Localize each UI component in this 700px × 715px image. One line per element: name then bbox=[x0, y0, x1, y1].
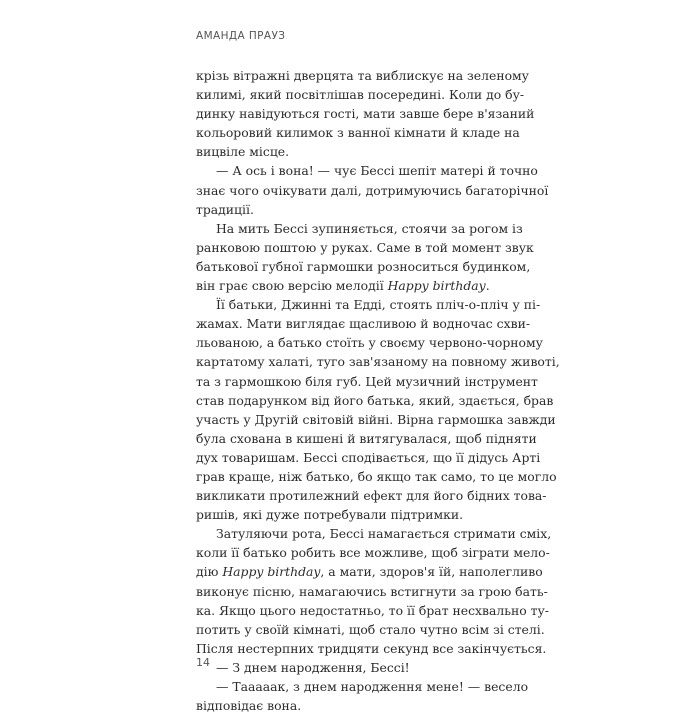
text-line-content: Затуляючи рота, Бессі намагається стримати сміх, bbox=[216, 526, 552, 542]
text-line bbox=[196, 696, 504, 715]
text-line-content: ка. Якщо цього недостатньо, то її брат несхвально ту- bbox=[196, 602, 549, 618]
text-line-content: була схована в кишені й витягувалася, щоб підняти bbox=[196, 430, 537, 446]
italic-song-title: Happy birthday bbox=[222, 564, 321, 580]
text-line-content: Її батьки, Джинні та Едді, стоять пліч-о-пліч у пі- bbox=[216, 297, 541, 313]
text-line bbox=[196, 352, 560, 371]
text-line-content: участь у Другій світовій війні. Вірна гармошка завжди bbox=[196, 411, 556, 427]
text-line-content: картатому халаті, туго зав'язаному на повному животі, bbox=[196, 354, 560, 370]
text-line bbox=[196, 505, 504, 524]
text-line bbox=[196, 391, 554, 410]
text-line bbox=[196, 372, 538, 391]
text-line-content: — А ось і вона! — чує Бессі шепіт матері й точно bbox=[216, 163, 538, 179]
text-line-content: знає чого очікувати далі, дотримуючись багаторічної bbox=[196, 182, 549, 198]
text-line-continuation: , а мати, здоров'я їй, наполегливо bbox=[320, 564, 543, 580]
text-line-content: На мить Бессі зупиняється, стоячи за рогом із bbox=[216, 220, 523, 236]
text-line bbox=[196, 161, 538, 180]
text-line bbox=[196, 181, 549, 200]
text-line bbox=[196, 639, 547, 658]
text-line-content: Після нестерпних тридцяти секунд все закінчується. bbox=[196, 640, 547, 656]
text-line-content: став подарунком від його батька, який, здається, брав bbox=[196, 392, 554, 408]
text-line-content: кольоровий килимок з ванної кімнати й кладе на bbox=[196, 125, 520, 141]
text-line-content: коли її батько робить все можливе, щоб зіграти мело- bbox=[196, 545, 550, 561]
text-line bbox=[196, 104, 535, 123]
text-line bbox=[196, 142, 504, 161]
text-line-content: дух товаришам. Бессі сподівається, що її дідусь Арті bbox=[196, 449, 541, 465]
text-line bbox=[196, 620, 545, 639]
text-line bbox=[196, 238, 534, 257]
text-line bbox=[196, 677, 529, 696]
text-line-content: льованою, а батько стоїть у своєму червоно-чорному bbox=[196, 335, 543, 351]
text-line bbox=[196, 314, 531, 333]
text-line-content: — Тааааак, з днем народження мене! — весело bbox=[216, 679, 529, 694]
text-line-content: крізь вітражні дверцята та виблискує на зеленому bbox=[196, 68, 529, 83]
text-line bbox=[196, 658, 504, 677]
text-line-content: традиції. bbox=[196, 201, 254, 217]
text-line-content: потить у своїй кімнаті, щоб стало чутно всім зі стелі. bbox=[196, 621, 545, 637]
text-line bbox=[196, 66, 529, 85]
text-line bbox=[196, 200, 504, 219]
text-line-content: виконує пісню, намагаючись встигнути за грою бать- bbox=[196, 583, 548, 599]
text-line bbox=[196, 295, 541, 314]
text-line-content: ранковою поштою у руках. Саме в той момент звук bbox=[196, 239, 534, 255]
text-line bbox=[196, 524, 552, 543]
text-line bbox=[196, 257, 531, 276]
text-line bbox=[196, 562, 543, 581]
text-line bbox=[196, 85, 525, 104]
text-line bbox=[196, 123, 520, 142]
text-line bbox=[196, 448, 541, 467]
running-head-author: АМАНДА ПРАУЗ bbox=[196, 30, 286, 42]
text-line-content: він грає свою версію мелодії bbox=[196, 278, 388, 294]
text-line-content: та з гармошкою біля губ. Цей музичний інструмент bbox=[196, 373, 538, 389]
text-line bbox=[196, 601, 549, 620]
text-line-content: грав краще, ніж батько, бо якщо так само, то це могло bbox=[196, 468, 557, 484]
text-line bbox=[196, 410, 556, 429]
text-line bbox=[196, 582, 548, 601]
text-line-continuation: . bbox=[485, 278, 490, 294]
text-line-content: — З днем народження, Бессі! bbox=[216, 659, 410, 675]
text-line-content: батькової губної гармошки розноситься будинком, bbox=[196, 258, 531, 274]
text-line bbox=[196, 333, 543, 352]
text-line-content: ришів, які дуже потребували підтримки. bbox=[196, 507, 464, 523]
text-line bbox=[196, 429, 537, 448]
text-line-content: килимі, який посвітлішав посередині. Коли до бу- bbox=[196, 87, 525, 103]
text-line bbox=[196, 219, 523, 238]
page-number: 14 bbox=[196, 656, 210, 669]
body-text bbox=[196, 66, 560, 715]
text-line-content: вицвіле місце. bbox=[196, 144, 290, 160]
text-line-content: жамах. Мати виглядає щасливою й водночас схви- bbox=[196, 316, 531, 332]
text-line bbox=[196, 467, 557, 486]
text-line bbox=[196, 486, 547, 505]
text-line-content: відповідає вона. bbox=[196, 698, 302, 714]
text-line bbox=[196, 276, 504, 295]
text-line-content: викликати протилежний ефект для його бідних това- bbox=[196, 488, 547, 504]
text-line-content: дію bbox=[196, 564, 223, 580]
italic-song-title: Happy birthday bbox=[387, 278, 486, 294]
text-line-content: динку навідуються гості, мати завше бере в'язаний bbox=[196, 106, 535, 122]
text-line bbox=[196, 543, 550, 562]
